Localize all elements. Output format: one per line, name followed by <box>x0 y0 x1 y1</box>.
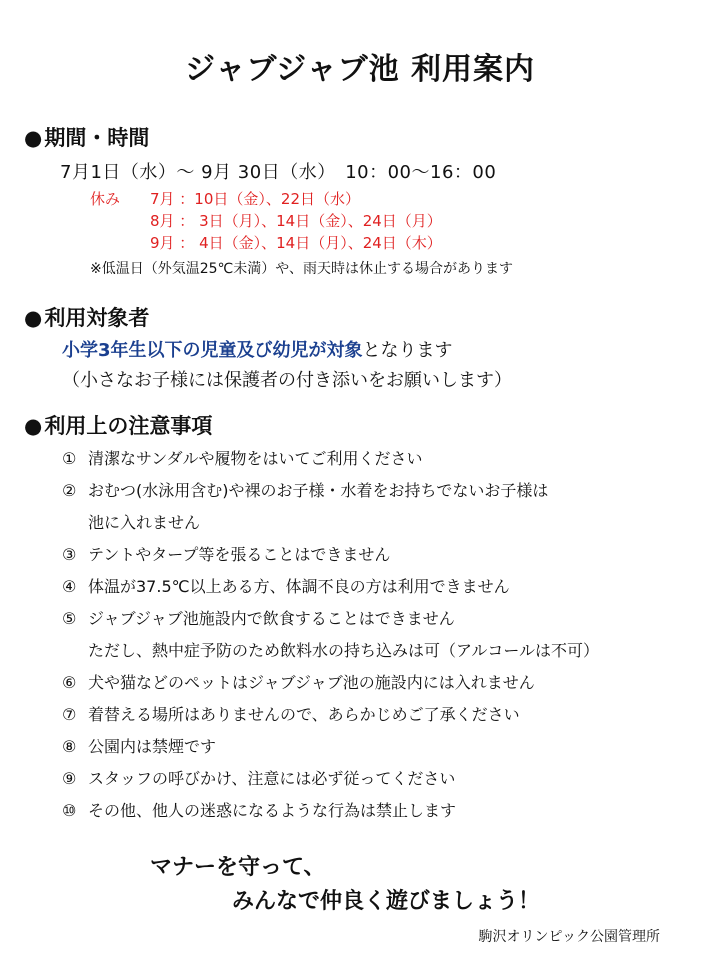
list-item <box>62 574 510 597</box>
list-item <box>62 702 520 725</box>
item-text: 犬や猫などのペットはジャブジャブ池の施設内には入れません <box>88 673 535 692</box>
list-item <box>62 670 535 693</box>
item-number: ⑦ <box>62 705 77 724</box>
section-title: 利用対象者 <box>44 306 150 330</box>
list-item <box>62 734 216 757</box>
list-item-continuation: 池に入れません <box>88 513 201 532</box>
target-text <box>62 336 453 362</box>
section-title: 利用上の注意事項 <box>44 414 213 438</box>
item-text: テントやタープ等を張ることはできません <box>88 545 391 564</box>
item-number: ⑨ <box>62 769 77 788</box>
holiday-row: 7月 ：10日（金）、22日（水） <box>150 190 360 208</box>
target-note: （小さなお子様には保護者の付き添いをお願いします） <box>62 370 512 391</box>
target-suffix: となります <box>362 340 453 361</box>
section-heading-period <box>24 122 149 152</box>
list-item <box>62 478 548 501</box>
slogan-line-1: マナーを守って、 <box>150 855 326 880</box>
holiday-row: 8月 ： 3日（月）、14日（金）、24日（月） <box>150 212 442 230</box>
section-title: 期間・時間 <box>44 126 150 150</box>
item-text: 清潔なサンダルや履物をはいてご利用ください <box>88 449 423 468</box>
footer-org: 駒沢オリンピック公園管理所 <box>478 929 660 945</box>
item-number: ④ <box>62 577 77 596</box>
bullet-icon: ● <box>24 126 43 150</box>
period-text: 7月1日（水）～ 9月 30日（水） 10：00～16：00 <box>60 162 497 183</box>
item-number: ⑥ <box>62 673 77 692</box>
list-item <box>62 606 455 629</box>
item-number: ⑩ <box>62 801 77 820</box>
section-heading-rules <box>24 410 212 440</box>
slogan-line-2: みんなで仲良く遊びましょう！ <box>232 889 541 914</box>
item-number: ① <box>62 449 77 468</box>
item-text: ジャブジャブ池施設内で飲食することはできません <box>88 609 455 628</box>
item-number: ② <box>62 481 77 500</box>
item-text: その他、他人の迷惑になるような行為は禁止します <box>88 801 457 820</box>
item-number: ⑧ <box>62 737 77 756</box>
bullet-icon: ● <box>24 306 43 330</box>
period-note: ※低温日（外気温25℃未満）や、雨天時は休止する場合があります <box>90 261 513 277</box>
list-item-continuation: ただし、熱中症予防のため飲料水の持ち込みは可（アルコールは不可） <box>88 641 600 660</box>
section-heading-target <box>24 302 149 332</box>
item-text: 体温が37.5℃以上ある方、体調不良の方は利用できません <box>88 577 510 596</box>
item-number: ③ <box>62 545 77 564</box>
holiday-label: 休み <box>90 190 121 208</box>
list-item <box>62 446 423 469</box>
list-item <box>62 798 456 821</box>
target-highlight: 小学3年生以下の児童及び幼児が対象 <box>62 340 363 361</box>
list-item <box>62 766 455 789</box>
item-text: 着替える場所はありませんので、あらかじめご了承ください <box>88 705 520 724</box>
holiday-row: 9月 ： 4日（金）、14日（月）、24日（木） <box>150 234 442 252</box>
page-title: ジャブジャブ池 利用案内 <box>184 52 536 87</box>
item-text: スタッフの呼びかけ、注意には必ず従ってください <box>88 769 456 788</box>
item-text: おむつ(水泳用含む)や裸のお子様・水着をお持ちでないお子様は <box>88 481 549 500</box>
bullet-icon: ● <box>24 414 43 438</box>
item-text: 公園内は禁煙です <box>88 737 217 756</box>
item-number: ⑤ <box>62 609 77 628</box>
list-item <box>62 542 390 565</box>
